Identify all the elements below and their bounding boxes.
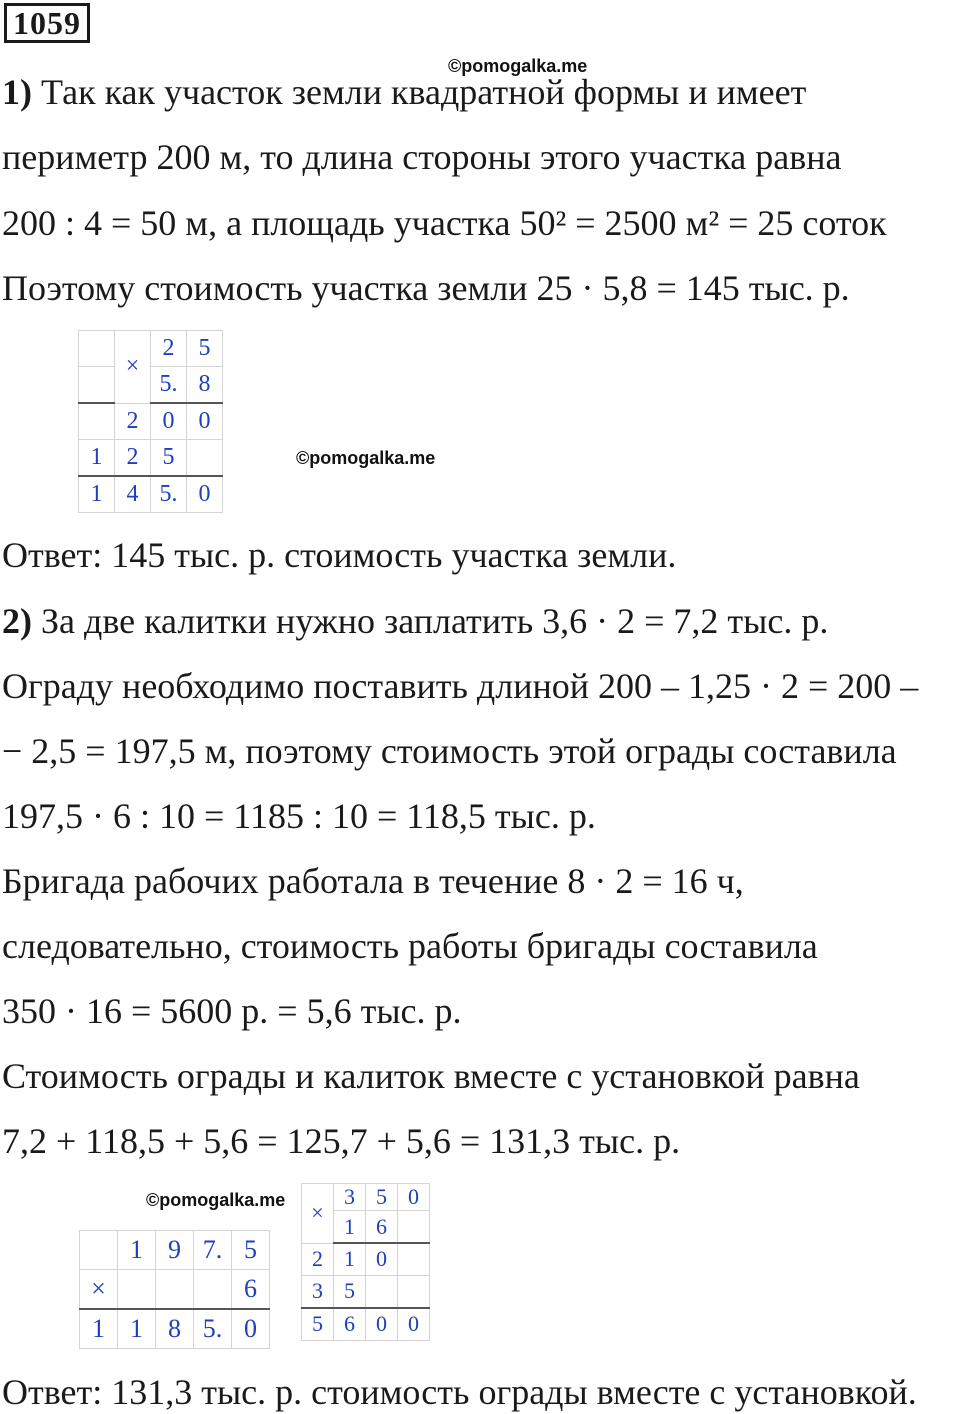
multiply-sign: × [115, 331, 151, 404]
calc-1975x6 [79, 1230, 270, 1349]
watermark: ©pomogalka.me [296, 448, 436, 468]
part2-line5: Бригада рабочих работала в течение 8 · 2 = 16 ч, [2, 861, 744, 901]
cell [79, 367, 115, 404]
cell: 9 [156, 1231, 194, 1270]
cell: 0 [187, 476, 223, 513]
cell: 1 [118, 1309, 156, 1349]
part1-line1-text: Так как участок земли квадратной формы и имеет [32, 72, 807, 112]
cell: 5 [232, 1231, 270, 1270]
cell: 5 [366, 1184, 398, 1211]
watermark: ©pomogalka.me [448, 56, 588, 76]
cell [398, 1211, 430, 1244]
part1-line2: периметр 200 м, то длина стороны этого участка равна [2, 137, 842, 177]
cell [79, 331, 115, 367]
cell [366, 1275, 398, 1308]
cell: 2 [151, 331, 187, 367]
cell: 4 [115, 476, 151, 513]
cell: 6 [366, 1211, 398, 1244]
part2-line7: 350 · 16 = 5600 р. = 5,6 тыс. р. [2, 991, 462, 1031]
cell [398, 1243, 430, 1275]
cell [80, 1231, 118, 1270]
cell: 0 [366, 1308, 398, 1341]
cell: 3 [334, 1184, 366, 1211]
multiply-sign: × [80, 1270, 118, 1310]
part1-marker: 1) [2, 72, 32, 112]
part1-line1 [2, 72, 806, 112]
cell: 0 [187, 403, 223, 440]
cell: 5 [187, 331, 223, 367]
cell: 1 [79, 440, 115, 477]
part2-marker: 2) [2, 601, 32, 641]
cell: 0 [366, 1243, 398, 1275]
cell: 2 [115, 403, 151, 440]
calc-25x58 [78, 330, 223, 513]
cell: 0 [398, 1184, 430, 1211]
part2-line1-text: За две калитки нужно заплатить 3,6 · 2 = 7,2 тыс. р. [32, 601, 829, 641]
cell: 1 [80, 1309, 118, 1349]
cell: 5. [151, 367, 187, 404]
cell: 5 [302, 1308, 334, 1341]
part1-line3: 200 : 4 = 50 м, а площадь участка 50² = 2500 м² = 25 соток [2, 203, 887, 243]
cell: 1 [334, 1243, 366, 1275]
cell: 6 [232, 1270, 270, 1310]
cell [194, 1270, 232, 1310]
cell [398, 1275, 430, 1308]
cell: 5 [151, 440, 187, 477]
cell: 8 [156, 1309, 194, 1349]
cell: 0 [151, 403, 187, 440]
part2-line1 [2, 601, 828, 641]
cell: 5. [194, 1309, 232, 1349]
cell: 3 [302, 1275, 334, 1308]
cell [187, 440, 223, 477]
part2-line6: следовательно, стоимость работы бригады составила [2, 926, 818, 966]
cell: 1 [334, 1211, 366, 1244]
watermark: ©pomogalka.me [146, 1190, 286, 1210]
calc-350x16 [301, 1183, 430, 1341]
part2-line9: 7,2 + 118,5 + 5,6 = 125,7 + 5,6 = 131,3 тыс. р. [2, 1121, 681, 1161]
part1-answer: Ответ: 145 тыс. р. стоимость участка земли. [2, 535, 677, 575]
part2-line3: − 2,5 = 197,5 м, поэтому стоимость этой ограды составила [2, 731, 897, 771]
cell: 2 [302, 1243, 334, 1275]
multiply-sign: × [302, 1184, 334, 1244]
cell: 0 [398, 1308, 430, 1341]
cell: 5. [151, 476, 187, 513]
cell [79, 403, 115, 440]
part2-line2: Ограду необходимо поставить длиной 200 – 1,25 · 2 = 200 – [2, 666, 919, 706]
cell: 2 [115, 440, 151, 477]
cell: 8 [187, 367, 223, 404]
problem-number: 1059 [4, 3, 90, 43]
part2-line8: Стоимость ограды и калиток вместе с установкой равна [2, 1056, 860, 1096]
cell [156, 1270, 194, 1310]
part1-line4: Поэтому стоимость участка земли 25 · 5,8 = 145 тыс. р. [2, 268, 850, 308]
cell: 1 [79, 476, 115, 513]
cell: 5 [334, 1275, 366, 1308]
part2-answer: Ответ: 131,3 тыс. р. стоимость ограды вместе с установкой. [2, 1372, 917, 1412]
cell: 1 [118, 1231, 156, 1270]
cell [118, 1270, 156, 1310]
cell: 6 [334, 1308, 366, 1341]
part2-line4: 197,5 · 6 : 10 = 1185 : 10 = 118,5 тыс. р. [2, 796, 596, 836]
cell: 7. [194, 1231, 232, 1270]
cell: 0 [232, 1309, 270, 1349]
